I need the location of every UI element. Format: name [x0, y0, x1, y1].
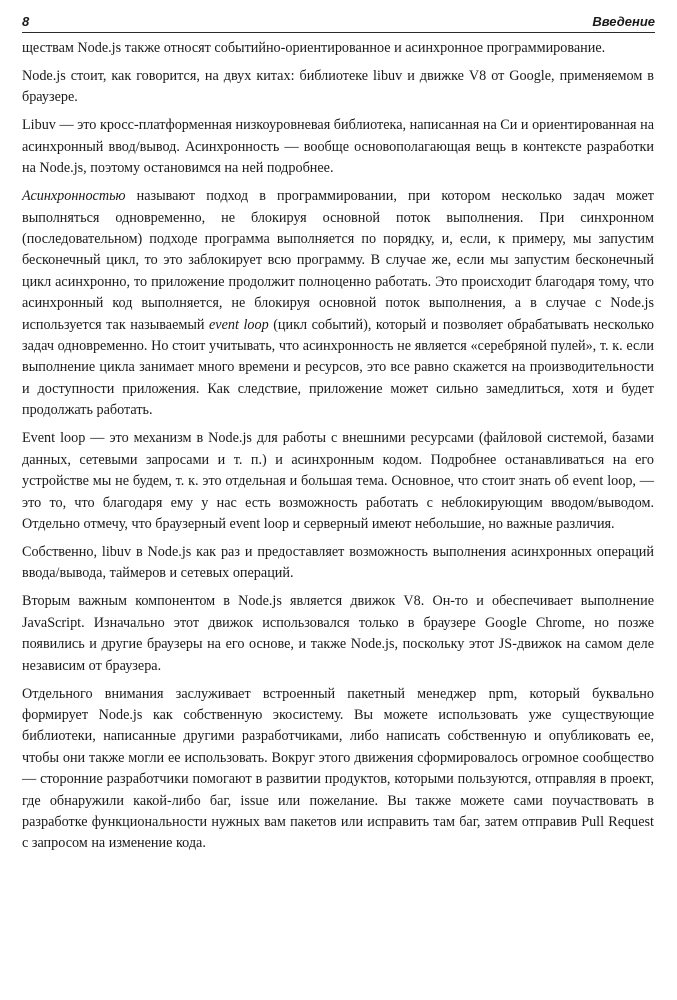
chapter-title: Введение [592, 14, 655, 29]
page-number: 8 [22, 14, 30, 29]
term-asynchrony: Асинхронностью [22, 188, 126, 205]
paragraph-1: ществам Node.js также относят событийно-ориентированное и асинхронное программирование. [22, 40, 606, 56]
paragraph-7: Вторым важным компонентом в Node.js является движок V8. Он-то и обеспечивает выполнение JavaScript. Изначально этот движок использовался только в браузере Google Chrome, но позже появились и другие браузеры на его основе, и также Node.js, поскольку этот JS-движок на самом деле независим от браузера. [22, 593, 654, 674]
paragraph-4-text-b: (цикл событий), который и позволяет обрабатывать несколько задач одновременно. Но стоит учитывать, что асинхронность не является «серебряной пулей», т. к. если выполнение цикла занимает много времени и ресурсов, это все равно скажется на производительности и доступности приложения. Как следствие, приложение может сильно замедлиться, хотя и будет продолжать работать. [22, 316, 654, 419]
paragraph-4 [22, 186, 654, 421]
paragraph-2: Node.js стоит, как говорится, на двух китах: библиотеке libuv и движке V8 от Google, применяемом в браузере. [22, 68, 654, 106]
page-body [22, 38, 654, 855]
paragraph-8: Отдельного внимания заслуживает встроенный пакетный менеджер npm, который буквально формирует Node.js как собственную экосистему. Вы можете использовать уже существующие библиотеки, написанные другими разработчиками, либо написать собственную и опубликовать ее, чтобы они также могли ее использовать. Вокруг этого движения сформировалось огромное сообщество — сторонние разработчики помогают в развитии продуктов, которыми пользуются, отправляя в проект, где обнаружили какой-либо баг, issue или пожелание. Вы также можете сами поучаствовать в разработке функциональности нужных вам пакетов или исправить там баг, затем отправив Pull Request с запросом на изменение кода. [22, 685, 654, 852]
paragraph-5: Event loop — это механизм в Node.js для работы с внешними ресурсами (файловой системой, базами данных, сетевыми запросами и т. п.) и асинхронным кодом. Подробнее останавливаться на его устройстве мы не будем, т. к. это отдельная и большая тема. Основное, что стоит знать об event loop, — это то, что благодаря ему у нас есть возможность работать с неблокирующим вводом/выводом. Отдельно отмечу, что браузерный event loop и серверный имеют небольшие, но важные различия. [22, 430, 654, 532]
page-header [22, 10, 655, 33]
paragraph-6: Собственно, libuv в Node.js как раз и предоставляет возможность выполнения асинхронных операций ввода/вывода, таймеров и сетевых операций. [22, 543, 654, 582]
paragraph-4-text-a: называют подход в программировании, при котором несколько задач может выполняться одновременно, не блокируя основной поток выполнения. При синхронном (последовательном) подходе программа выполняется по порядку, и, если, к примеру, мы запустим бесконечный цикл, то это заблокирует всю программу. В случае же, если мы запустим бесконечный цикл асинхронно, то приложение продолжит полноценно работать. Это происходит благодаря тому, что асинхронный код выполняется, не блокируя основной поток выполнения, а в случае с Node.js используется так называемый [22, 188, 654, 333]
paragraph-3: Libuv — это кросс-платформенная низкоуровневая библиотека, написанная на Си и ориентированная на асинхронный ввод/вывод. Асинхронность — вообще основополагающая вещь в контексте разработки на Node.js, поэтому остановимся на ней подробнее. [22, 117, 654, 177]
term-event-loop: event loop [209, 316, 269, 333]
